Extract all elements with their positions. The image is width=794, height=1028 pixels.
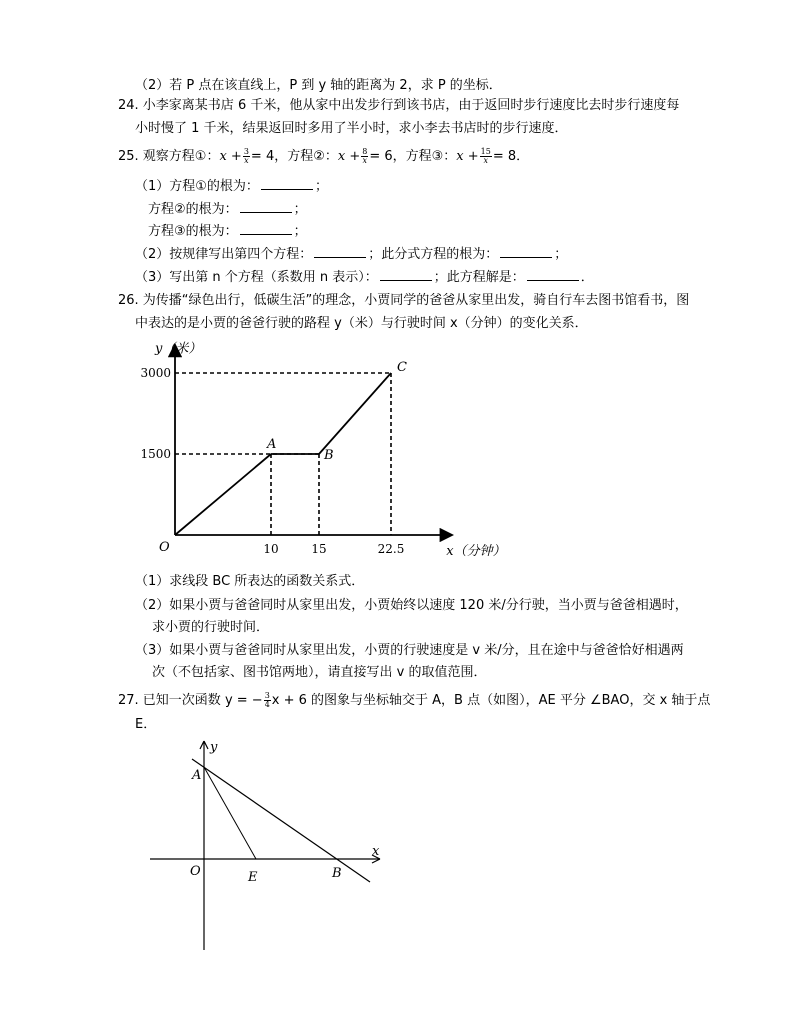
q25-eq2-frac: $\frac{8}{x}$ xyxy=(362,147,368,165)
origin-label: O xyxy=(190,864,201,879)
q25-eq1-a: x + xyxy=(219,149,242,164)
q25-eq3-b: = 8． xyxy=(492,149,530,164)
chart-y-tick-label: 3000 xyxy=(140,366,171,380)
y-axis-label: y xyxy=(210,740,218,755)
q25-part1-root2: 方程②的根为： ； xyxy=(148,202,307,217)
chart-point-label: O xyxy=(159,540,170,555)
answer-blank[interactable] xyxy=(527,268,579,281)
q26-sub2-line1: （2）如果小贾与爸爸同时从家里出发，小贾始终以速度 120 米/分行驶，当小贾与爸爸相遇时， xyxy=(135,598,688,613)
q25-eq1-b: = 4，方程②： xyxy=(250,149,338,164)
q27-line2: E． xyxy=(135,717,157,732)
chart-segment xyxy=(175,454,271,535)
q24-line1: 24. 小李家离某书店 6 千米，他从家中出发步行到该书店，由于返回时步行速度比去时步行速度每 xyxy=(118,98,680,113)
q25-eq3-a: x + xyxy=(456,149,479,164)
chart-point-label: C xyxy=(397,360,407,375)
answer-blank[interactable] xyxy=(261,177,313,190)
q26-sub3-line1: （3）如果小贾与爸爸同时从家里出发，小贾的行驶速度是 v 米/分，且在途中与爸爸恰好相遇两 xyxy=(135,643,684,658)
chart-x-tick-label: 10 xyxy=(263,542,279,556)
q25-eq2-a: x + xyxy=(337,149,361,164)
q24-line2: 小时慢了 1 千米，结果返回时多用了半小时，求小李去书店时的步行速度． xyxy=(135,121,568,136)
point-a-label: A xyxy=(192,768,202,783)
chart-point-label: B xyxy=(324,448,334,463)
distance-time-chart xyxy=(120,335,506,565)
q25-eq2-b: = 6，方程③： xyxy=(369,149,457,164)
line-ab xyxy=(192,759,370,882)
chart-x-tick-label: 22.5 xyxy=(377,542,405,556)
q27-line1: 27. 已知一次函数 y = − $\frac{3}{4}$ x + 6 的图象与坐标轴交于 A，B 点（如图），AE 平分 ∠BAO，交 x 轴于点 xyxy=(118,691,711,709)
q26-sub3-line2: 次（不包括家、图书馆两地），请直接写出 v 的取值范围． xyxy=(152,665,487,680)
chart-x-tick-label: 15 xyxy=(311,542,327,556)
chart-y-axis-label: y（米） xyxy=(155,341,202,357)
q27-frac: $\frac{3}{4}$ xyxy=(264,691,270,709)
answer-blank[interactable] xyxy=(240,200,292,213)
chart-y-tick-label: 1500 xyxy=(140,447,171,461)
answer-blank[interactable] xyxy=(240,222,292,235)
q25-eq3-frac: $\frac{15}{x}$ xyxy=(480,147,491,165)
chart-point-label: A xyxy=(267,437,277,452)
answer-blank[interactable] xyxy=(380,268,432,281)
q25-part1-root1: （1）方程①的根为： ； xyxy=(135,179,328,194)
q27-figure xyxy=(140,735,400,955)
q25-part1-root3: 方程③的根为： ； xyxy=(148,224,307,239)
q26-sub1: （1）求线段 BC 所表达的函数关系式． xyxy=(135,574,365,589)
point-e-label: E xyxy=(248,870,258,885)
q23-part2: （2）若 P 点在该直线上，P 到 y 轴的距离为 2，求 P 的坐标． xyxy=(135,78,502,93)
q25-part2: （2）按规律写出第四个方程： ；此分式方程的根为： ； xyxy=(135,247,568,262)
answer-blank[interactable] xyxy=(500,245,552,258)
chart-x-axis-label: x（分钟） xyxy=(446,544,506,559)
line-ae xyxy=(204,767,256,859)
q25-equations xyxy=(118,148,529,166)
q26-line1: 26. 为传播“绿色出行，低碳生活”的理念，小贾同学的爸爸从家里出发，骑自行车去图书馆看书，图 xyxy=(118,293,690,308)
point-b-label: B xyxy=(332,866,342,881)
q26-sub2-line2: 求小贾的行驶时间． xyxy=(152,620,270,635)
q26-line2: 中表达的是小贾的爸爸行驶的路程 y（米）与行驶时间 x（分钟）的变化关系． xyxy=(135,316,588,331)
chart-segment xyxy=(319,373,391,454)
answer-blank[interactable] xyxy=(314,245,366,258)
q25-lead: 25. 观察方程①： xyxy=(118,149,220,164)
q25-part3: （3）写出第 n 个方程（系数用 n 表示）： ；此方程解是： ． xyxy=(135,270,594,285)
q25-eq1-frac: $\frac{3}{x}$ xyxy=(243,147,249,165)
x-axis-label: x xyxy=(372,844,380,859)
